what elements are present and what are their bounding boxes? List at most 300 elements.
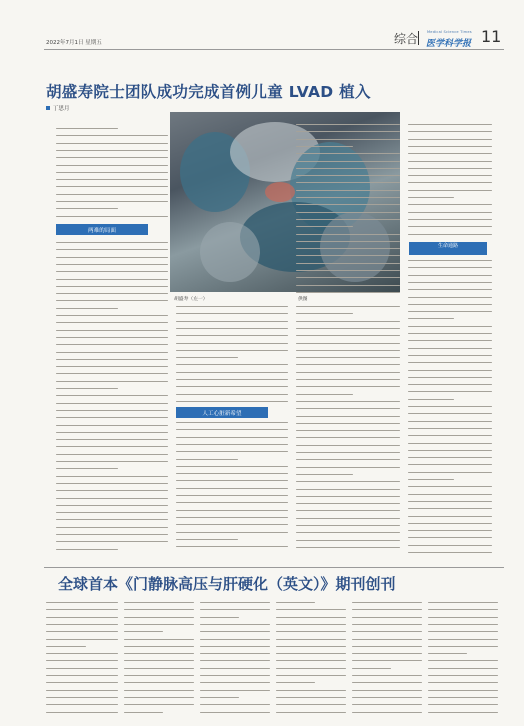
page-number: 11 bbox=[481, 27, 502, 46]
text-line bbox=[46, 609, 118, 610]
text-line bbox=[296, 481, 400, 482]
text-line bbox=[46, 624, 118, 625]
text-line bbox=[56, 271, 168, 272]
text-line bbox=[408, 212, 492, 213]
text-line bbox=[176, 401, 288, 402]
text-line bbox=[200, 617, 239, 618]
text-line bbox=[276, 617, 346, 618]
text-line bbox=[56, 527, 168, 528]
text-line bbox=[408, 399, 454, 400]
text-line bbox=[56, 512, 168, 513]
issue-date: 2022年7月1日 星期五 bbox=[46, 40, 102, 46]
text-line bbox=[200, 631, 270, 632]
text-line bbox=[428, 617, 498, 618]
text-line bbox=[124, 697, 194, 698]
text-line bbox=[296, 445, 400, 446]
text-line bbox=[56, 208, 118, 209]
text-line bbox=[296, 306, 400, 307]
text-line bbox=[428, 653, 467, 654]
text-line bbox=[276, 631, 346, 632]
text-line bbox=[56, 172, 168, 173]
text-line bbox=[56, 549, 118, 550]
text-line bbox=[296, 437, 400, 438]
text-line bbox=[176, 372, 288, 373]
article-headline: 胡盛寿院士团队成功完成首例儿童 LVAD 植入 bbox=[46, 83, 371, 101]
text-line bbox=[296, 401, 400, 402]
text-line bbox=[56, 498, 168, 499]
text-line bbox=[176, 357, 238, 358]
text-line bbox=[200, 609, 270, 610]
text-line bbox=[176, 488, 288, 489]
text-line bbox=[124, 602, 194, 603]
text-line bbox=[296, 335, 400, 336]
text-line bbox=[176, 429, 288, 430]
text-line bbox=[176, 451, 288, 452]
text-line bbox=[352, 609, 422, 610]
text-line bbox=[408, 348, 492, 349]
text-line bbox=[296, 386, 400, 387]
text-line bbox=[408, 175, 492, 176]
text-line bbox=[428, 624, 498, 625]
text-line bbox=[408, 377, 492, 378]
text-line bbox=[200, 697, 239, 698]
text-line bbox=[408, 318, 454, 319]
text-line bbox=[352, 602, 422, 603]
text-line bbox=[408, 197, 454, 198]
text-line bbox=[276, 682, 315, 683]
text-line bbox=[124, 646, 194, 647]
text-line bbox=[408, 501, 492, 502]
text-line bbox=[176, 335, 288, 336]
article-byline bbox=[46, 104, 70, 112]
text-line bbox=[296, 234, 400, 235]
text-line bbox=[408, 391, 492, 392]
text-line bbox=[56, 395, 168, 396]
text-line bbox=[200, 660, 270, 661]
text-line bbox=[296, 394, 353, 395]
text-line bbox=[56, 381, 168, 382]
text-line bbox=[428, 602, 498, 603]
text-line bbox=[408, 139, 492, 140]
text-line bbox=[408, 326, 492, 327]
page-header bbox=[0, 0, 524, 50]
article2-headline: 全球首本《门静脉高压与肝硬化（英文）》期刊创刊 bbox=[58, 575, 396, 593]
text-line bbox=[408, 204, 492, 205]
text-line bbox=[56, 446, 168, 447]
text-line bbox=[408, 523, 492, 524]
text-line bbox=[408, 537, 492, 538]
section-name: 综合 bbox=[394, 32, 419, 46]
text-line bbox=[46, 668, 118, 669]
text-line bbox=[46, 631, 118, 632]
text-line bbox=[56, 186, 168, 187]
text-line bbox=[408, 421, 492, 422]
text-line bbox=[276, 653, 346, 654]
text-line bbox=[408, 219, 492, 220]
text-line bbox=[56, 315, 168, 316]
photo-caption-left: 胡盛寿（左一） bbox=[174, 297, 208, 302]
text-line bbox=[176, 459, 238, 460]
text-line bbox=[408, 545, 492, 546]
text-line bbox=[124, 624, 194, 625]
text-line bbox=[56, 425, 168, 426]
text-line bbox=[408, 226, 492, 227]
text-line bbox=[56, 410, 168, 411]
text-line bbox=[56, 308, 118, 309]
text-line bbox=[408, 153, 492, 154]
text-line bbox=[56, 505, 168, 506]
text-line bbox=[176, 539, 238, 540]
text-line bbox=[56, 344, 168, 345]
text-line bbox=[56, 541, 168, 542]
text-line bbox=[408, 260, 492, 261]
text-line bbox=[56, 439, 168, 440]
text-line bbox=[296, 532, 400, 533]
text-line bbox=[296, 212, 400, 213]
text-line bbox=[276, 609, 346, 610]
text-line bbox=[428, 609, 498, 610]
subhead-dilemma: 两难的局面 bbox=[56, 224, 148, 235]
text-line bbox=[176, 473, 288, 474]
text-line bbox=[408, 494, 492, 495]
text-line bbox=[56, 143, 168, 144]
text-line bbox=[408, 486, 492, 487]
text-line bbox=[276, 639, 346, 640]
text-line bbox=[296, 146, 353, 147]
text-line bbox=[200, 602, 270, 603]
text-line bbox=[56, 490, 168, 491]
text-line bbox=[276, 690, 346, 691]
text-line bbox=[124, 653, 194, 654]
text-line bbox=[56, 300, 168, 301]
text-line bbox=[56, 293, 168, 294]
text-line bbox=[408, 443, 492, 444]
text-line bbox=[408, 282, 492, 283]
text-line bbox=[56, 468, 118, 469]
text-line bbox=[296, 540, 400, 541]
text-line bbox=[56, 216, 168, 217]
text-line bbox=[428, 704, 498, 705]
text-line bbox=[408, 161, 492, 162]
text-line bbox=[428, 682, 498, 683]
text-line bbox=[176, 321, 288, 322]
text-line bbox=[176, 306, 288, 307]
text-line bbox=[428, 690, 498, 691]
text-line bbox=[46, 697, 118, 698]
text-line bbox=[428, 697, 498, 698]
text-line bbox=[352, 660, 422, 661]
text-line bbox=[296, 263, 400, 264]
text-line bbox=[296, 168, 400, 169]
text-line bbox=[408, 297, 492, 298]
text-line bbox=[428, 712, 498, 713]
text-line bbox=[408, 413, 492, 414]
text-line bbox=[296, 270, 400, 271]
text-line bbox=[408, 530, 492, 531]
text-line bbox=[124, 682, 194, 683]
text-line bbox=[276, 712, 346, 713]
text-line bbox=[56, 519, 168, 520]
text-line bbox=[124, 631, 163, 632]
text-line bbox=[276, 602, 315, 603]
text-line bbox=[296, 496, 400, 497]
text-line bbox=[352, 690, 422, 691]
text-line bbox=[296, 503, 400, 504]
text-line bbox=[408, 168, 492, 169]
text-line bbox=[296, 197, 400, 198]
text-line bbox=[352, 704, 422, 705]
text-line bbox=[408, 406, 492, 407]
text-line bbox=[200, 646, 270, 647]
text-line bbox=[176, 364, 288, 365]
text-line bbox=[46, 660, 118, 661]
text-line bbox=[56, 388, 118, 389]
text-line bbox=[296, 219, 400, 220]
text-line bbox=[176, 502, 288, 503]
text-line bbox=[56, 157, 168, 158]
text-line bbox=[408, 552, 492, 553]
newspaper-logo: 医学科学报 bbox=[426, 39, 472, 49]
text-line bbox=[296, 423, 400, 424]
text-line bbox=[56, 194, 168, 195]
text-line bbox=[46, 646, 86, 647]
text-line bbox=[408, 435, 492, 436]
text-line bbox=[200, 690, 270, 691]
text-line bbox=[296, 467, 400, 468]
byline-text: 丁思月 bbox=[53, 106, 70, 112]
text-line bbox=[200, 653, 270, 654]
text-line bbox=[296, 161, 400, 162]
text-line bbox=[56, 483, 168, 484]
text-line bbox=[176, 386, 288, 387]
text-line bbox=[200, 712, 270, 713]
text-line bbox=[296, 408, 400, 409]
text-line bbox=[408, 333, 492, 334]
text-line bbox=[200, 624, 270, 625]
text-line bbox=[296, 416, 400, 417]
text-line bbox=[408, 267, 492, 268]
text-line bbox=[46, 675, 118, 676]
text-line bbox=[296, 321, 400, 322]
text-line bbox=[408, 472, 492, 473]
text-line bbox=[276, 697, 346, 698]
text-line bbox=[200, 682, 270, 683]
text-line bbox=[56, 403, 168, 404]
text-line bbox=[276, 660, 346, 661]
text-line bbox=[176, 466, 288, 467]
text-line bbox=[46, 653, 118, 654]
text-line bbox=[124, 609, 194, 610]
text-line bbox=[176, 532, 288, 533]
text-line bbox=[276, 646, 346, 647]
text-line bbox=[56, 432, 168, 433]
text-line bbox=[176, 517, 288, 518]
text-line bbox=[124, 704, 194, 705]
text-line bbox=[352, 668, 391, 669]
text-line bbox=[176, 495, 288, 496]
text-line bbox=[276, 704, 346, 705]
text-line bbox=[428, 668, 498, 669]
text-line bbox=[296, 328, 400, 329]
text-line bbox=[408, 428, 492, 429]
text-line bbox=[408, 182, 492, 183]
text-line bbox=[352, 617, 422, 618]
text-line bbox=[352, 675, 422, 676]
text-line bbox=[276, 624, 346, 625]
text-line bbox=[56, 461, 168, 462]
text-line bbox=[296, 292, 400, 293]
text-line bbox=[200, 668, 270, 669]
text-line bbox=[408, 457, 492, 458]
text-line bbox=[124, 617, 194, 618]
text-line bbox=[428, 660, 498, 661]
text-line bbox=[352, 712, 422, 713]
text-line bbox=[408, 340, 492, 341]
text-line bbox=[124, 712, 163, 713]
text-line bbox=[296, 379, 400, 380]
text-line bbox=[296, 285, 400, 286]
text-line bbox=[124, 639, 194, 640]
text-line bbox=[408, 234, 492, 235]
text-line bbox=[56, 201, 168, 202]
text-line bbox=[276, 675, 346, 676]
text-line bbox=[56, 352, 168, 353]
text-line bbox=[56, 454, 168, 455]
text-line bbox=[200, 675, 270, 676]
text-line bbox=[46, 617, 118, 618]
text-line bbox=[56, 330, 168, 331]
text-line bbox=[46, 712, 118, 713]
photo-caption bbox=[170, 294, 400, 302]
text-line bbox=[56, 279, 168, 280]
text-line bbox=[428, 675, 498, 676]
text-line bbox=[56, 417, 168, 418]
text-line bbox=[176, 480, 288, 481]
text-line bbox=[56, 165, 168, 166]
text-line bbox=[124, 675, 194, 676]
text-line bbox=[428, 646, 498, 647]
text-line bbox=[408, 516, 492, 517]
text-line bbox=[56, 534, 168, 535]
text-line bbox=[124, 660, 194, 661]
text-line bbox=[408, 450, 492, 451]
text-line bbox=[124, 668, 194, 669]
text-line bbox=[176, 444, 288, 445]
text-line bbox=[56, 179, 168, 180]
text-line bbox=[408, 508, 492, 509]
text-line bbox=[408, 124, 492, 125]
text-line bbox=[352, 682, 422, 683]
text-line bbox=[276, 668, 346, 669]
text-line bbox=[124, 690, 194, 691]
byline-marker bbox=[46, 106, 50, 110]
text-line bbox=[296, 241, 400, 242]
text-line bbox=[56, 150, 168, 151]
text-line bbox=[56, 286, 168, 287]
text-line bbox=[56, 373, 168, 374]
text-line bbox=[352, 653, 422, 654]
subhead-life-pathway: 生命通路 bbox=[409, 242, 487, 255]
text-line bbox=[56, 257, 168, 258]
text-line bbox=[352, 631, 422, 632]
text-line bbox=[408, 362, 492, 363]
text-line bbox=[408, 370, 492, 371]
text-line bbox=[176, 437, 288, 438]
newspaper-name-en: Medical Science Times bbox=[427, 30, 472, 34]
text-line bbox=[56, 135, 168, 136]
text-line bbox=[296, 547, 400, 548]
text-line bbox=[200, 639, 270, 640]
text-line bbox=[296, 343, 400, 344]
text-line bbox=[296, 190, 400, 191]
text-line bbox=[176, 343, 288, 344]
text-line bbox=[56, 476, 168, 477]
text-line bbox=[296, 452, 400, 453]
text-line bbox=[46, 602, 118, 603]
text-line bbox=[296, 459, 400, 460]
text-line bbox=[296, 489, 400, 490]
text-line bbox=[408, 384, 492, 385]
photo-caption-right: 供图 bbox=[298, 297, 308, 302]
text-line bbox=[408, 275, 492, 276]
text-line bbox=[46, 704, 118, 705]
text-line bbox=[296, 430, 400, 431]
text-line bbox=[46, 682, 118, 683]
text-line bbox=[296, 372, 400, 373]
text-line bbox=[352, 646, 422, 647]
text-line bbox=[408, 479, 454, 480]
text-line bbox=[176, 313, 288, 314]
article-divider bbox=[44, 567, 504, 568]
header-divider bbox=[418, 31, 419, 45]
text-line bbox=[296, 139, 400, 140]
text-line bbox=[408, 355, 492, 356]
text-line bbox=[56, 366, 168, 367]
text-line bbox=[56, 359, 168, 360]
text-line bbox=[296, 364, 400, 365]
text-line bbox=[176, 524, 288, 525]
text-line bbox=[56, 249, 168, 250]
text-line bbox=[352, 697, 422, 698]
text-line bbox=[408, 464, 492, 465]
text-line bbox=[56, 322, 168, 323]
text-line bbox=[408, 131, 492, 132]
text-line bbox=[408, 190, 492, 191]
text-line bbox=[200, 704, 270, 705]
text-line bbox=[56, 128, 118, 129]
text-line bbox=[56, 337, 168, 338]
text-line bbox=[176, 546, 288, 547]
text-line bbox=[428, 631, 498, 632]
text-line bbox=[352, 624, 422, 625]
text-line bbox=[296, 124, 400, 125]
text-line bbox=[176, 510, 288, 511]
text-line bbox=[296, 313, 353, 314]
text-line bbox=[352, 639, 422, 640]
text-line bbox=[296, 525, 400, 526]
text-line bbox=[176, 350, 288, 351]
text-line bbox=[296, 510, 400, 511]
text-line bbox=[408, 146, 492, 147]
text-line bbox=[176, 422, 288, 423]
text-line bbox=[408, 304, 492, 305]
text-line bbox=[56, 242, 168, 243]
text-line bbox=[296, 474, 353, 475]
text-line bbox=[296, 518, 400, 519]
text-line bbox=[296, 357, 400, 358]
text-line bbox=[296, 350, 400, 351]
text-line bbox=[408, 289, 492, 290]
